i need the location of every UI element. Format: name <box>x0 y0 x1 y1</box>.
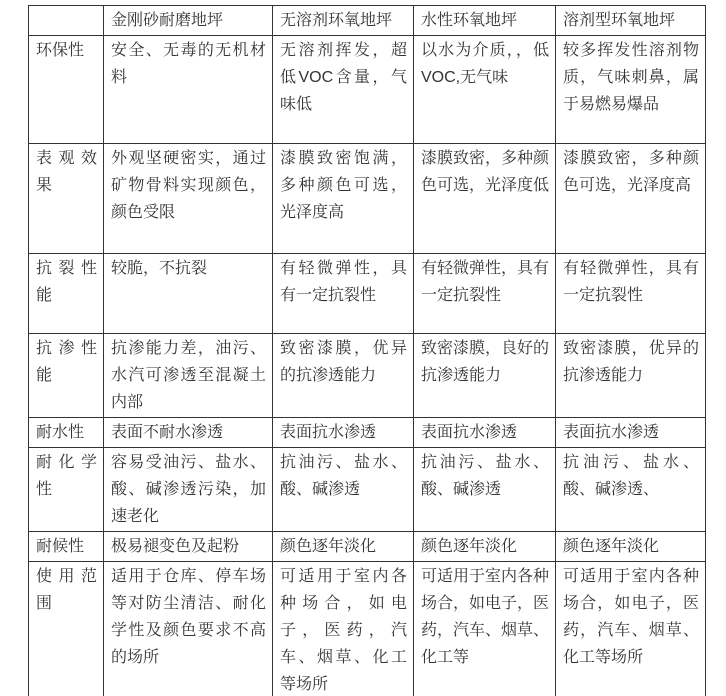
table-cell: 抗渗能力差，油污、水汽可渗透至混凝土内部 <box>104 334 273 418</box>
table-cell: 抗油污、盐水、酸、碱渗透 <box>273 448 414 532</box>
column-header-jingangsha: 金刚砂耐磨地坪 <box>104 6 273 36</box>
table-cell: 漆膜致密，多种颜色可选，光泽度高 <box>556 144 706 254</box>
table-cell: 极易褪变色及起粉 <box>104 532 273 562</box>
table-cell: 表面不耐水渗透 <box>104 418 273 448</box>
row-label: 表观效果 <box>29 144 104 254</box>
table-cell: 可适用于室内各种场合，如电子，医药，汽车、烟草、化工等场所 <box>556 562 706 696</box>
table-cell: 较脆，不抗裂 <box>104 254 273 334</box>
table-cell: 抗油污、盐水、酸、碱渗透、 <box>556 448 706 532</box>
document-page <box>0 5 726 696</box>
header-row <box>29 6 706 36</box>
table-row-chemical-resistance <box>29 448 706 532</box>
row-label: 抗裂性能 <box>29 254 104 334</box>
table-row-crack-resistance <box>29 254 706 334</box>
table-cell: 漆膜致密，多种颜色可选，光泽度低 <box>414 144 556 254</box>
table-cell: 抗油污、盐水、酸、碱渗透 <box>414 448 556 532</box>
table-cell: 以水为介质，，低VOC,无气味 <box>414 36 556 144</box>
table-cell: 容易受油污、盐水、酸、碱渗透污染，加速老化 <box>104 448 273 532</box>
table-cell: 有轻微弹性，具有一定抗裂性 <box>414 254 556 334</box>
column-header-waterborne-epoxy: 水性环氧地坪 <box>414 6 556 36</box>
table-cell: 漆膜致密饱满，多种颜色可选，光泽度高 <box>273 144 414 254</box>
row-label: 耐化学性 <box>29 448 104 532</box>
table-cell: 可适用于室内各种场合，如电子，医药，汽车、烟草、化工等场所 <box>273 562 414 696</box>
table-cell: 表面抗水渗透 <box>556 418 706 448</box>
flooring-comparison-table <box>28 5 706 696</box>
table-cell: 较多挥发性溶剂物质，气味刺鼻，属于易燃易爆品 <box>556 36 706 144</box>
row-label: 环保性 <box>29 36 104 144</box>
table-cell: 外观坚硬密实，通过矿物骨料实现颜色，颜色受限 <box>104 144 273 254</box>
table-cell: 表面抗水渗透 <box>414 418 556 448</box>
row-label: 耐候性 <box>29 532 104 562</box>
row-label: 使用范围 <box>29 562 104 696</box>
table-row-environmental <box>29 36 706 144</box>
table-cell: 颜色逐年淡化 <box>556 532 706 562</box>
table-cell: 致密漆膜，优异的抗渗透能力 <box>273 334 414 418</box>
table-row-usage-scope <box>29 562 706 696</box>
table-cell: 可适用于室内各种场合，如电子，医药，汽车、烟草、化工等 <box>414 562 556 696</box>
column-header-solvent-epoxy: 溶剂型环氧地坪 <box>556 6 706 36</box>
table-cell: 安全、无毒的无机材料 <box>104 36 273 144</box>
table-cell: 颜色逐年淡化 <box>273 532 414 562</box>
column-header-empty <box>29 6 104 36</box>
table-cell: 表面抗水渗透 <box>273 418 414 448</box>
row-label: 抗渗性能 <box>29 334 104 418</box>
table-cell: 致密漆膜，优异的抗渗透能力 <box>556 334 706 418</box>
table-cell: 有轻微弹性，具有一定抗裂性 <box>273 254 414 334</box>
table-row-appearance <box>29 144 706 254</box>
table-cell: 颜色逐年淡化 <box>414 532 556 562</box>
table-cell: 有轻微弹性，具有一定抗裂性 <box>556 254 706 334</box>
table-cell: 无溶剂挥发，超低VOC含量，气味低 <box>273 36 414 144</box>
table-cell: 适用于仓库、停车场等对防尘清洁、耐化学性及颜色要求不高的场所 <box>104 562 273 696</box>
table-row-water-resistance <box>29 418 706 448</box>
table-row-impermeability <box>29 334 706 418</box>
table-cell: 致密漆膜，良好的抗渗透能力 <box>414 334 556 418</box>
column-header-solvent-free-epoxy: 无溶剂环氧地坪 <box>273 6 414 36</box>
table-row-weather-resistance <box>29 532 706 562</box>
row-label: 耐水性 <box>29 418 104 448</box>
